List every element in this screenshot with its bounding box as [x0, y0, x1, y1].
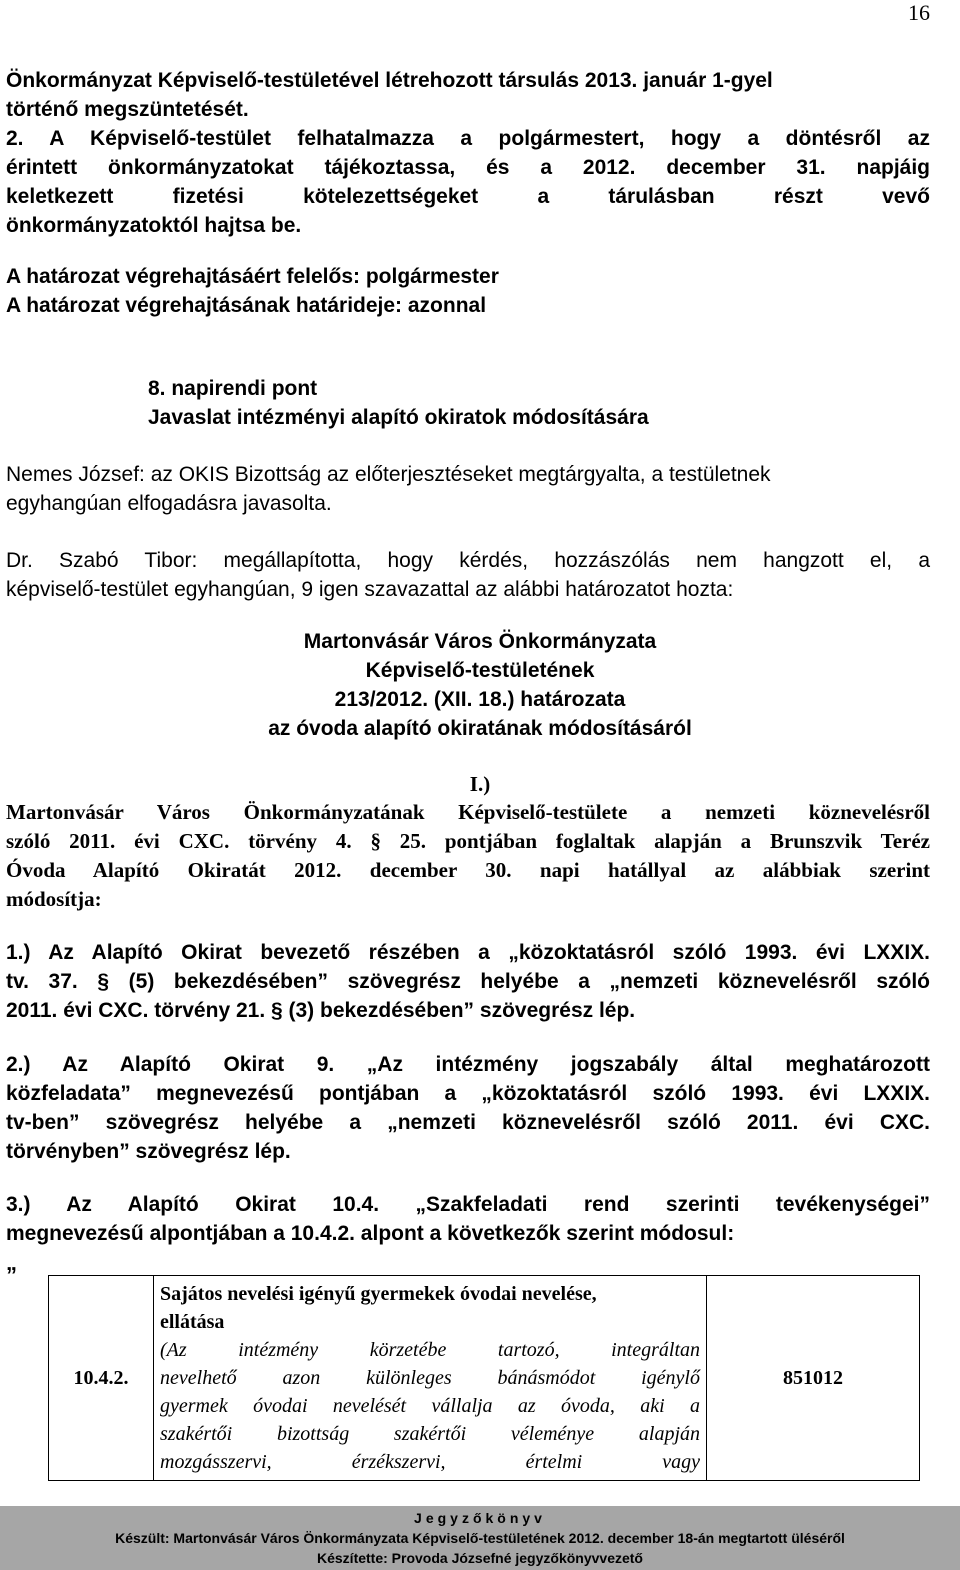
page-footer	[0, 1506, 960, 1570]
resolution-line: Képviselő-testületének	[365, 659, 595, 682]
agenda-number: 8. napirendi pont	[148, 377, 318, 400]
text-line: 2011. évi CXC. törvény 21. § (3) bekezdésében” szövegrész lép.	[6, 999, 636, 1022]
resolution-line: Martonvásár Város Önkormányzata	[303, 630, 657, 653]
footer-title: Jegyzőkönyv	[414, 1510, 546, 1526]
nemes-paragraph	[6, 460, 930, 518]
activity-note: mozgásszervi, érzékszervi, értelmi vagy	[160, 1451, 700, 1473]
intro-text	[6, 66, 930, 240]
text-line: Martonvásár Város Önkormányzatának Képviselő-testülete a nemzeti köznevelésről	[6, 800, 930, 824]
responsible: A határozat végrehajtásáért felelős: polgármester	[6, 265, 499, 288]
opening-quote: „	[6, 1250, 17, 1275]
text-line: egyhangúan elfogadásra javasolta.	[6, 492, 332, 515]
deadline: A határozat végrehajtásának határideje: azonnal	[6, 294, 487, 317]
text-line: 2.) Az Alapító Okirat 9. „Az intézmény jogszabály által meghatározott	[6, 1053, 930, 1076]
text-line: törvényben” szövegrész lép.	[6, 1140, 291, 1163]
text-line: keletkezett fizetési kötelezettségeket a tárulásban részt vevő	[6, 185, 930, 208]
agenda-heading	[148, 374, 930, 432]
text-line: képviselő-testület egyhangúan, 9 igen szavazattal az alábbi határozatot hozta:	[6, 578, 734, 601]
serif-paragraph	[6, 798, 930, 914]
item-2	[6, 1050, 930, 1166]
table-row	[49, 1276, 920, 1481]
activity-note: nevelhető azon különleges bánásmódot igénylő	[160, 1367, 700, 1389]
szabo-paragraph	[6, 546, 930, 604]
text-line: tv-ben” szövegrész helyébe a „nemzeti köznevelésről szóló 2011. évi CXC.	[6, 1111, 930, 1134]
page-number: 16	[908, 0, 930, 25]
text-line: közfeladata” megnevezésű pontjában a „közoktatásról szóló 1993. évi LXXIX.	[6, 1082, 930, 1105]
activity-title: Sajátos nevelési igényű gyermekek óvodai nevelése,	[160, 1283, 597, 1305]
activity-table	[48, 1275, 920, 1481]
text-line: 3.) Az Alapító Okirat 10.4. „Szakfeladati rend szerinti tevékenységei”	[6, 1193, 930, 1216]
text-line: történő megszüntetését.	[6, 98, 249, 121]
activity-title: ellátása	[160, 1311, 225, 1333]
activity-note: (Az intézmény körzetébe tartozó, integráltan	[160, 1339, 700, 1361]
responsibility-block	[6, 262, 930, 320]
text-line: szóló 2011. évi CXC. törvény 4. § 25. pontjában foglaltak alapján a Brunszvik Teréz	[6, 829, 930, 853]
activity-code: 10.4.2.	[49, 1276, 154, 1481]
text-line: érintett önkormányzatokat tájékoztassa, és a 2012. december 31. napjáig	[6, 156, 930, 179]
text-line: tv. 37. § (5) bekezdésében” szövegrész helyébe a „nemzeti köznevelésről szóló	[6, 970, 930, 993]
text-line: megnevezésű alpontjában a 10.4.2. alpont a következők szerint módosul:	[6, 1222, 735, 1245]
text-line: Dr. Szabó Tibor: megállapította, hogy kérdés, hozzászólás nem hangzott el, a	[6, 549, 930, 572]
text-line: Önkormányzat Képviselő-testületével létrehozott társulás 2013. január 1-gyel	[6, 69, 773, 92]
text-line: önkormányzatoktól hajtsa be.	[6, 214, 302, 237]
item-3	[6, 1190, 930, 1248]
text-line: módosítja:	[6, 887, 102, 911]
footer-author: Készítette: Provoda Józsefné jegyzőkönyvvezető	[317, 1550, 643, 1566]
text-line: Nemes József: az OKIS Bizottság az előterjesztéseket megtárgyalta, a testületnek	[6, 463, 771, 486]
activity-note: gyermek óvodai nevelését vállalja az óvoda, aki a	[160, 1395, 700, 1417]
activity-description	[154, 1276, 707, 1481]
activity-note: szakértői bizottság szakértői véleménye alapján	[160, 1423, 700, 1445]
agenda-title: Javaslat intézményi alapító okiratok módosítására	[148, 406, 649, 429]
text-line: 2. A Képviselő-testület felhatalmazza a polgármestert, hogy a döntésről az	[6, 127, 930, 150]
activity-number: 851012	[707, 1276, 920, 1481]
resolution-line: 213/2012. (XII. 18.) határozata	[334, 688, 626, 711]
resolution-line: az óvoda alapító okiratának módosításáról	[268, 717, 692, 740]
section-mark: I.)	[469, 772, 491, 796]
text-line: Óvoda Alapító Okiratát 2012. december 30. napi hatállyal az alábbiak szerint	[6, 858, 930, 882]
resolution-heading	[0, 627, 960, 743]
item-1	[6, 938, 930, 1025]
text-line: 1.) Az Alapító Okirat bevezető részében a „közoktatásról szóló 1993. évi LXXIX.	[6, 941, 930, 964]
footer-made: Készült: Martonvásár Város Önkormányzata Képviselő-testületének 2012. december 18-án megtartott üléséről	[115, 1530, 845, 1546]
